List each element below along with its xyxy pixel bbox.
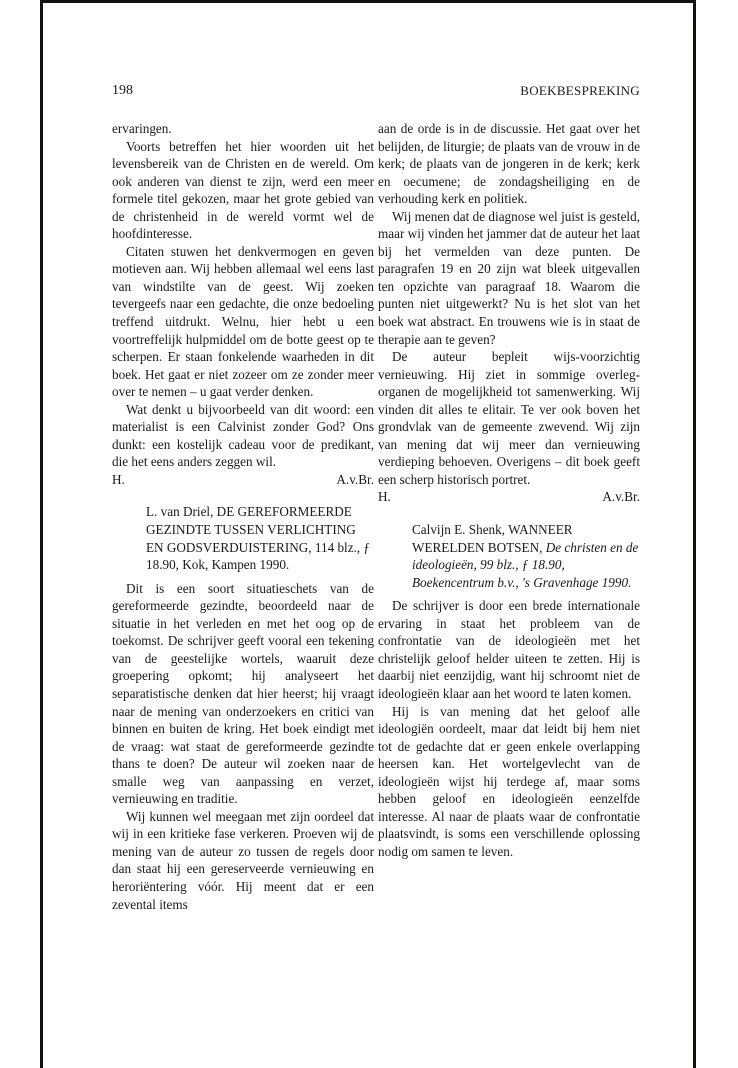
paragraph: Dit is een soort situatieschets van de gereformeerde gezindte, beoordeeld naar de situatie in het verleden en met het oog op de toekomst. De schrijver geeft vooral een tekening van de geestelijke wortels, waaruit deze groepering opkomt; hij analyseert het separatistische denken dat hier heerst; hij vraagt naar de mening van onderzoekers en critici van binnen en buiten de kring. Het boek eindigt met de vraag: wat staat de gereformeerde gezindte thans te doen? De auteur wil zoeken naar de smalle weg van aanpassing en verzet, vernieuwing en traditie. (112, 580, 374, 807)
right-column (378, 120, 640, 860)
paragraph: Voorts betreffen het hier woorden uit het levensbereik van de Christen en de wereld. Om ook anderen van dienst te zijn, werd een meer formele titel gekozen, maar het grote gebied van de christenheid in de wereld vormt wel de hoofdinteresse. (112, 138, 374, 242)
paragraph: Citaten stuwen het denkvermogen en geven motieven aan. Wij hebben allemaal wel eens last van windstilte van de geest. Wij zoeken tevergeefs naar een gedachte, die onze bedoeling treffend uitdrukt. Welnu, hier hebt u een voortreffelijk hulpmiddel om de botte geest op te scherpen. Er staan fonkelende waarheden in dit boek. Het gaat er niet zozeer om ze zonder meer over te nemen – u gaat verder denken. (112, 243, 374, 400)
paragraph: De schrijver is door een brede internationale ervaring in staat het probleem van de confrontatie van de ideologieën met het christelijk geloof helder uiteen te zetten. Hij is daarbij niet eenzijdig, want hij schroomt niet de ideologieën klaar aan het woord te laten komen. (378, 598, 640, 701)
paragraph: De auteur bepleit wijs-voorzichtig vernieuwing. Hij ziet in sommige overleg-organen de mogelijkheid tot samenwerking. Wij vinden dit alles te elitair. Te ver ook boven het grondvlak van de gemeente zwevend. Wij zijn van mening dat wij meer dan vernieuwing verdieping behoeven. Overigens – dit boek geeft een scherp historisch portret. (378, 349, 640, 487)
paragraph: aan de orde is in de discussie. Het gaat over het belijden, de liturgie; de plaats van de vrouw in de kerk; de plaats van de jongeren in de kerk; kerk en oecumene; de zondagsheiliging en de verhouding kerk en politiek. (378, 121, 640, 207)
paragraph: ervaringen. (112, 121, 172, 136)
book-reference-title: Calvijn E. Shenk, WANNEER WERELDEN BOTSEN, (412, 522, 573, 555)
left-column (112, 120, 374, 913)
paragraph: Wij kunnen wel meegaan met zijn oordeel dat wij in een kritieke fase verkeren. Proeven wij de mening van de auteur zo tussen de regels door dan staat hij een gereserveerde vernieuwing en heroriëntering vóór. Hij meent dat er een zevental items (112, 808, 374, 912)
signature-author: A.v.Br. (336, 471, 374, 487)
signature-initial: H. (378, 489, 391, 505)
paragraph: Wat denkt u bijvoorbeeld van dit woord: een materialist is een Calvinist zonder God? Ons dunkt: een kostelijk cadeau voor de predikant, die het eens anders zeggen wil. (112, 401, 374, 470)
running-head: BOEKBESPREKING (520, 83, 640, 98)
signature-author: A.v.Br. (602, 489, 640, 505)
book-reference-details: De christen en de ideologieën, 99 blz., ƒ 18.90, Boekencentrum b.v., 's Gravenhage 1990. (412, 539, 639, 590)
page-number: 198 (112, 83, 133, 98)
paragraph: Wij menen dat de diagnose wel juist is gesteld, maar wij vinden het jammer dat de auteur het laat bij het vermelden van deze punten. De paragrafen 19 en 20 zijn wat bleek uitgevallen ten opzichte van paragraaf 18. Waarom die punten niet uitgewerkt? Nu is het slot van het boek wat abstract. En trouwens wie is in staat de therapie aan te geven? (378, 208, 640, 347)
review-signature (378, 488, 640, 506)
paragraph: Hij is van mening dat het geloof alle ideologiën oordeelt, maar dat leidt bij hem niet tot de gedachte dat er geen enkele overlapping heersen kan. Het wortelgevlecht van de ideologieën wijst hij terdege af, maar soms hebben geloof en ideologieën eenzelfde interesse. Al naar de plaats waar de confrontatie plaatsvindt, is soms een verschillende oplossing nodig om samen te leven. (378, 703, 640, 859)
signature-initial: H. (112, 471, 125, 487)
book-reference (412, 521, 640, 591)
book-reference: L. van Driel, DE GEREFORMEERDE GEZINDTE TUSSEN VERLICHTING EN GODSVERDUISTERING, 114 blz., ƒ 18.90, Kok, Kampen 1990. (146, 504, 371, 573)
review-signature (112, 471, 374, 489)
